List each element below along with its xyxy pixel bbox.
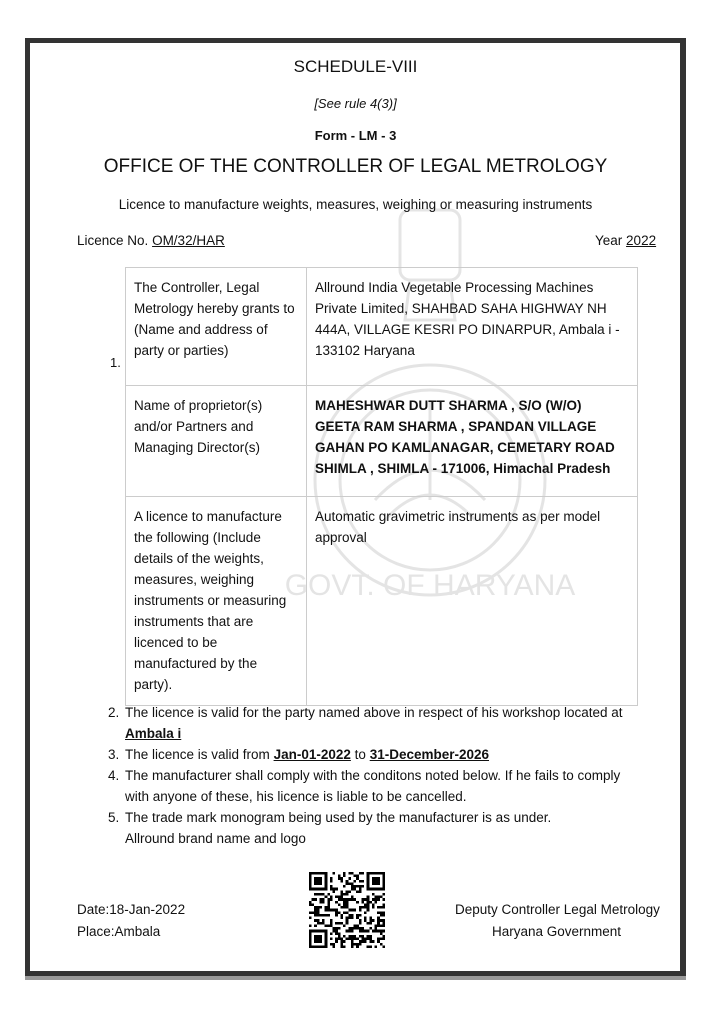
item-text — [125, 807, 628, 849]
item-number: 4. — [108, 768, 120, 783]
year-value: 2022 — [626, 233, 657, 248]
conditions-list — [108, 702, 628, 849]
workshop-statement: The licence is valid for the party named above in respect of his workshop located at — [125, 705, 623, 720]
rule-reference: [See rule 4(3)] — [314, 96, 397, 111]
year-label: Year — [595, 233, 623, 248]
item-text — [125, 744, 628, 765]
list-item — [108, 765, 628, 807]
qr-code — [309, 872, 385, 948]
licence-number-line — [77, 233, 225, 248]
issue-place: Place:Ambala — [77, 924, 161, 939]
compliance-statement: The manufacturer shall comply with the conditons noted below. If he fails to comply with anyone of these, his licence is liable to be cancelled. — [125, 768, 621, 804]
table-row — [126, 497, 638, 706]
document-subtitle: Licence to manufacture weights, measures, weighing or measuring instruments — [118, 197, 593, 212]
schedule-title: SCHEDULE-VIII — [293, 57, 418, 76]
item-number: 2. — [108, 705, 120, 720]
list-item — [108, 744, 628, 765]
table-row — [126, 268, 638, 386]
list-item — [108, 702, 628, 744]
instruments-value: Automatic gravimetric instruments as per model approval — [307, 497, 638, 706]
trademark-statement: The trade mark monogram being used by the manufacturer is as under. — [125, 810, 552, 825]
validity-statement: The licence is valid from — [125, 747, 270, 762]
valid-to-date: 31-December-2026 — [369, 747, 490, 762]
authority-title: Deputy Controller Legal Metrology — [455, 902, 660, 917]
table-row — [126, 386, 638, 497]
item-number: 5. — [108, 810, 120, 825]
licence-label: Licence No. — [77, 233, 149, 248]
workshop-location: Ambala i — [125, 726, 182, 741]
issue-date: Date:18-Jan-2022 — [77, 902, 186, 917]
grantee-value: Allround India Vegetable Processing Machines Private Limited, SHAHBAD SAHA HIGHWAY NH 444A, VILLAGE KESRI PO DINARPUR, Ambala i - 133102 Haryana — [307, 268, 638, 386]
trademark-description: Allround brand name and logo — [125, 831, 306, 846]
row-number: 1. — [110, 355, 121, 370]
grantee-label: The Controller, Legal Metrology hereby grants to (Name and address of party or parties) — [126, 268, 307, 386]
licence-details-table — [125, 267, 638, 706]
item-text — [125, 702, 628, 744]
year-line — [595, 233, 656, 248]
form-number: Form - LM - 3 — [314, 128, 397, 143]
valid-from-date: Jan-01-2022 — [273, 747, 351, 762]
authority-organization: Haryana Government — [492, 924, 622, 939]
watermark-text: GOVT. OF HARYANA — [284, 569, 576, 602]
proprietor-value: MAHESHWAR DUTT SHARMA , S/O (W/O) GEETA RAM SHARMA , SPANDAN VILLAGE GAHAN PO KAMLANAGAR, CEMETARY ROAD SHIMLA , SHIMLA - 171006, Himachal Pradesh — [307, 386, 638, 497]
licence-number: OM/32/HAR — [152, 233, 225, 248]
instruments-label: A licence to manufacture the following (Include details of the weights, measures, weighing instruments or measuring instruments that are licenced to be manufactured by the party). — [126, 497, 307, 706]
validity-to-word: to — [354, 747, 366, 762]
item-number: 3. — [108, 747, 120, 762]
office-title: OFFICE OF THE CONTROLLER OF LEGAL METROLOGY — [103, 156, 608, 177]
proprietor-label: Name of proprietor(s) and/or Partners and Managing Director(s) — [126, 386, 307, 497]
list-item — [108, 807, 628, 849]
